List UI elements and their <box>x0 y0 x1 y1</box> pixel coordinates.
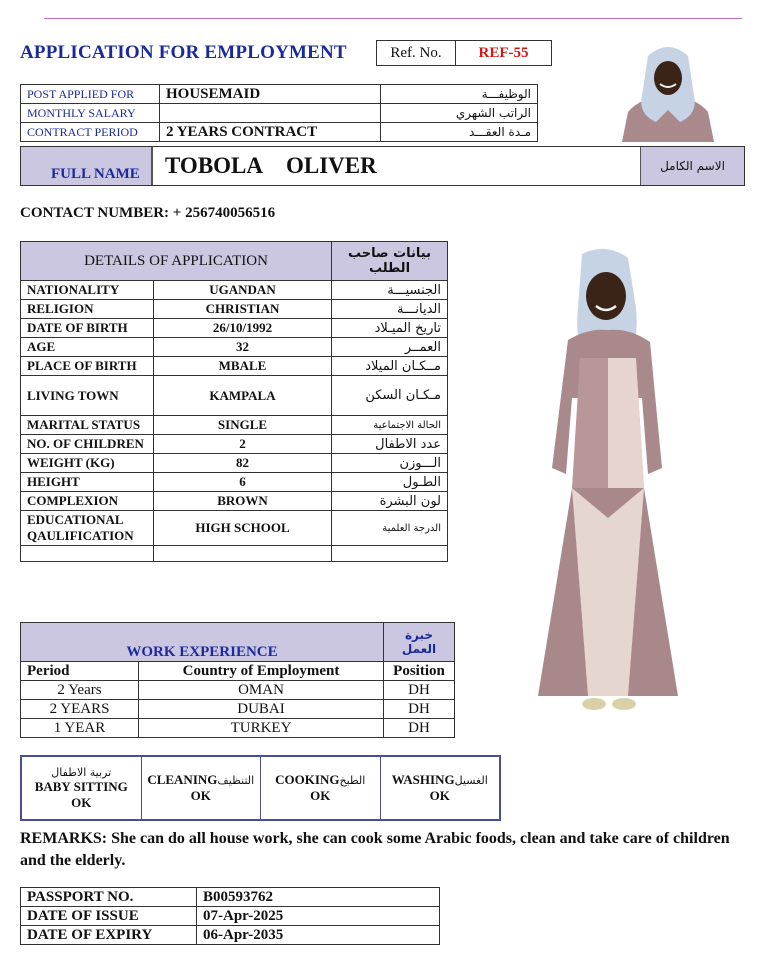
skill-value: OK <box>71 794 92 810</box>
table-row <box>21 357 448 376</box>
detail-value: MBALE <box>154 357 332 376</box>
ref-box <box>376 40 552 66</box>
skill-label-ar: التنظيف <box>217 774 255 787</box>
work-position: DH <box>384 700 455 719</box>
detail-label-ar: العمــر <box>332 338 448 357</box>
full-name-label: FULL NAME <box>51 166 140 182</box>
detail-label-ar: مــكـان الميلاد <box>332 357 448 376</box>
detail-label: DATE OF BIRTH <box>21 319 154 338</box>
detail-value: 6 <box>154 473 332 492</box>
skill-label-ar: الطبخ <box>339 774 366 787</box>
skill-value: OK <box>429 788 450 803</box>
work-country: TURKEY <box>139 719 384 738</box>
work-period: 2 Years <box>21 681 139 700</box>
work-header-row <box>21 623 455 662</box>
col-country: Country of Employment <box>139 662 384 681</box>
skill-value: OK <box>190 788 211 803</box>
table-row <box>21 926 440 945</box>
contract-label: CONTRACT PERIOD <box>21 123 160 142</box>
first-name: TOBOLA <box>165 153 263 178</box>
work-country: DUBAI <box>139 700 384 719</box>
issue-value: 07-Apr-2025 <box>197 907 440 926</box>
table-row <box>21 338 448 357</box>
table-row <box>21 123 538 142</box>
table-row <box>21 85 538 104</box>
detail-label-ar: لون البشرة <box>332 492 448 511</box>
table-row <box>21 719 455 738</box>
skill-label-row <box>261 772 380 788</box>
skill-label: COOKING <box>275 772 340 787</box>
detail-label-ar: مـكـان السكن <box>332 376 448 416</box>
detail-value: 2 <box>154 435 332 454</box>
detail-label-ar: الطـول <box>332 473 448 492</box>
work-columns-row <box>21 662 455 681</box>
table-row <box>21 681 455 700</box>
table-row <box>21 473 448 492</box>
detail-label-ar: الـــوزن <box>332 454 448 473</box>
detail-value: KAMPALA <box>154 376 332 416</box>
passport-label: PASSPORT NO. <box>21 888 197 907</box>
details-header: DETAILS OF APPLICATION <box>21 242 332 281</box>
skill-label-row <box>142 772 261 788</box>
details-header-row <box>21 242 448 281</box>
contract-value: 2 YEARS CONTRACT <box>160 123 381 142</box>
expiry-label: DATE OF EXPIRY <box>21 926 197 945</box>
table-row <box>21 700 455 719</box>
skill-washing <box>381 757 500 819</box>
empty-cell <box>21 546 154 562</box>
full-name-value <box>165 153 377 179</box>
table-row <box>21 104 538 123</box>
post-label: POST APPLIED FOR <box>21 85 160 104</box>
salary-label-ar: الراتب الشهري <box>381 104 538 123</box>
detail-label-ar: عدد الاطفال <box>332 435 448 454</box>
table-row <box>21 319 448 338</box>
passport-table <box>20 887 440 945</box>
passport-value: B00593762 <box>197 888 440 907</box>
work-country: OMAN <box>139 681 384 700</box>
empty-cell <box>332 546 448 562</box>
detail-value: UGANDAN <box>154 281 332 300</box>
table-row <box>21 435 448 454</box>
table-row <box>21 376 448 416</box>
detail-value: 26/10/1992 <box>154 319 332 338</box>
table-row <box>21 281 448 300</box>
detail-label-ar: الحالة الاجتماعية <box>332 416 448 435</box>
skill-cleaning <box>142 757 262 819</box>
detail-label: AGE <box>21 338 154 357</box>
work-period: 1 YEAR <box>21 719 139 738</box>
post-table <box>20 84 538 142</box>
table-row <box>21 511 448 546</box>
table-row <box>21 416 448 435</box>
full-body-photo <box>528 248 688 718</box>
full-name-bar <box>20 146 745 186</box>
salary-value <box>160 104 381 123</box>
skill-label-row <box>381 772 500 788</box>
table-row <box>21 300 448 319</box>
detail-value: HIGH SCHOOL <box>154 511 332 546</box>
skill-label-ar: الغسيل <box>454 774 488 787</box>
table-row <box>21 888 440 907</box>
work-title-ar: خبرة العمل <box>384 623 455 662</box>
ref-value: REF-55 <box>478 45 529 61</box>
table-row <box>21 907 440 926</box>
table-row <box>21 454 448 473</box>
page-title: APPLICATION FOR EMPLOYMENT <box>20 42 347 63</box>
top-divider <box>44 18 742 19</box>
skill-baby-sitting <box>22 757 142 819</box>
detail-value: 32 <box>154 338 332 357</box>
skills-box <box>20 755 501 821</box>
detail-label: RELIGION <box>21 300 154 319</box>
skill-label: CLEANING <box>147 772 218 787</box>
last-name: OLIVER <box>286 153 377 178</box>
detail-label: COMPLEXION <box>21 492 154 511</box>
salary-label: MONTHLY SALARY <box>21 104 160 123</box>
detail-value: 82 <box>154 454 332 473</box>
detail-label: LIVING TOWN <box>21 376 154 416</box>
expiry-value: 06-Apr-2035 <box>197 926 440 945</box>
detail-label-ar: الديانـــة <box>332 300 448 319</box>
contact-number: CONTACT NUMBER: + 256740056516 <box>20 205 276 221</box>
ref-label: Ref. No. <box>377 41 456 65</box>
skill-value: OK <box>310 788 331 803</box>
detail-label: HEIGHT <box>21 473 154 492</box>
detail-label-ar: تاريخ الميـلاد <box>332 319 448 338</box>
work-position: DH <box>384 719 455 738</box>
detail-label: NATIONALITY <box>21 281 154 300</box>
full-name-label-ar: الاسم الكامل <box>640 147 744 185</box>
detail-label-ar: الدرجة العلمية <box>332 511 448 546</box>
headshot-photo <box>618 40 718 142</box>
detail-value: SINGLE <box>154 416 332 435</box>
work-period: 2 YEARS <box>21 700 139 719</box>
empty-cell <box>154 546 332 562</box>
post-label-ar: الوظيفـــة <box>381 85 538 104</box>
skill-label-ar: تربية الاطفال <box>51 765 112 779</box>
detail-label: PLACE OF BIRTH <box>21 357 154 376</box>
details-header-ar: بيانات صاحب الطلب <box>332 242 448 281</box>
skill-label: WASHING <box>391 772 455 787</box>
detail-label: NO. OF CHILDREN <box>21 435 154 454</box>
post-value: HOUSEMAID <box>160 85 381 104</box>
table-row <box>21 546 448 562</box>
remarks: REMARKS: She can do all house work, she can cook some Arabic foods, clean and take care of children and the elderly. <box>20 830 730 869</box>
work-position: DH <box>384 681 455 700</box>
work-title: WORK EXPERIENCE <box>21 623 384 662</box>
skill-label: BABY SITTING <box>34 778 128 794</box>
contract-label-ar: مـدة العقـــد <box>381 123 538 142</box>
detail-value: CHRISTIAN <box>154 300 332 319</box>
detail-value: BROWN <box>154 492 332 511</box>
details-table <box>20 241 448 562</box>
skill-cooking <box>261 757 381 819</box>
issue-label: DATE OF ISSUE <box>21 907 197 926</box>
detail-label: EDUCATIONAL QAULIFICATION <box>21 511 154 546</box>
detail-label-ar: الجنسيـــة <box>332 281 448 300</box>
col-period: Period <box>21 662 139 681</box>
table-row <box>21 492 448 511</box>
col-position: Position <box>384 662 455 681</box>
work-experience-table <box>20 622 455 738</box>
detail-label: WEIGHT (KG) <box>21 454 154 473</box>
detail-label: MARITAL STATUS <box>21 416 154 435</box>
